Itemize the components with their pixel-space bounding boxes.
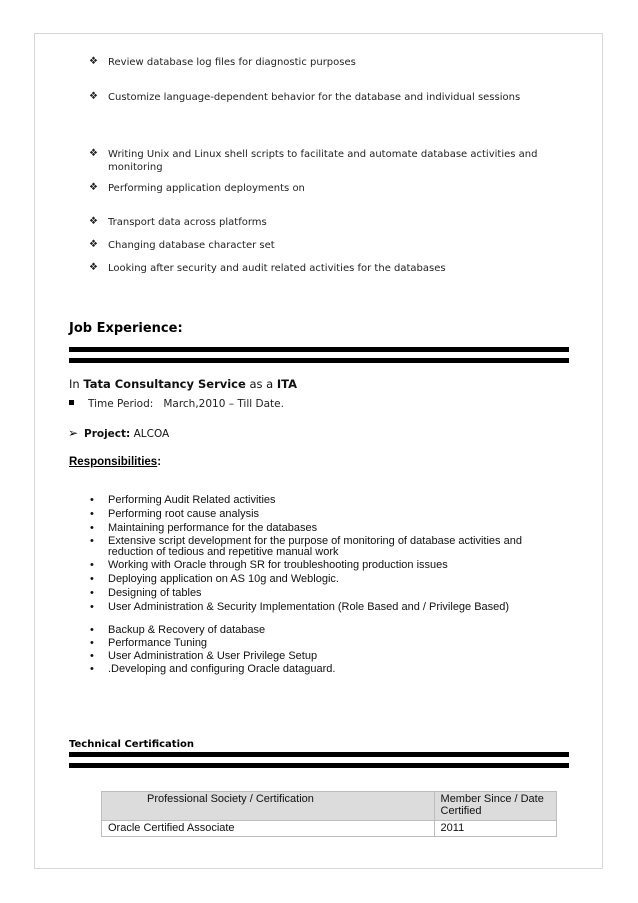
table-header-row [102,792,557,821]
certification-table [101,791,557,837]
time-period-value: March,2010 – Till Date. [163,398,284,410]
arrow-bullet-icon: ➢ [68,426,79,440]
table-cell: Oracle Certified Associate [102,821,435,837]
diamond-bullet-icon: ❖ [89,262,98,273]
top-list-item: Writing Unix and Linux shell scripts to facilitate and automate database activities and monitoring [108,149,538,173]
responsibilities-list-1 [70,494,565,615]
responsibilities-label-text: Responsibilities [69,456,158,468]
top-list-item: Looking after security and audit related activities for the databases [108,263,446,274]
list-item: • Maintaining performance for the databases [70,522,565,535]
list-item: • Performance Tuning [70,637,565,650]
diamond-bullet-icon: ❖ [89,56,98,67]
top-list-item: Changing database character set [108,240,275,251]
diamond-bullet-icon: ❖ [89,91,98,102]
company-prefix: In [69,377,80,391]
company-name: Tata Consultancy Service [83,377,246,391]
project-value: ALCOA [133,428,170,440]
list-item: • Performing root cause analysis [70,508,565,521]
section-divider-bar [69,347,569,352]
responsibilities-colon: : [157,456,162,468]
top-list-item: Customize language-dependent behavior for the database and individual sessions [108,92,521,103]
diamond-bullet-icon: ❖ [89,216,98,227]
top-list-item: Transport data across platforms [108,217,267,228]
list-item: • Performing Audit Related activities [70,494,565,507]
table-cell: 2011 [434,821,556,837]
table-header-cell: Member Since / Date Certified [434,792,556,821]
table-header-cell: Professional Society / Certification [102,792,435,821]
list-item: • User Administration & User Privilege Setup [70,650,565,663]
time-period-label: Time Period: [88,398,154,410]
top-list-item: Performing application deployments on [108,183,305,194]
list-item: • Designing of tables [70,587,565,600]
project-label: Project: [84,428,131,440]
section-divider-bar [69,752,569,757]
diamond-bullet-icon: ❖ [89,239,98,250]
section-divider-bar [69,358,569,363]
list-item: • .Developing and configuring Oracle dataguard. [70,663,565,676]
company-line [69,377,297,391]
technical-certification-heading: Technical Certification [69,739,194,750]
square-bullet-icon [69,400,74,405]
project-line [84,428,169,440]
list-item: • Working with Oracle through SR for troubleshooting production issues [70,559,565,572]
list-item: • Backup & Recovery of database [70,624,565,637]
top-list-item: Review database log files for diagnostic purposes [108,57,356,68]
time-period-line [88,398,284,410]
responsibilities-label [69,456,161,468]
role-prefix: as a [249,377,274,391]
diamond-bullet-icon: ❖ [89,148,98,159]
responsibilities-list-2 [70,624,565,676]
section-divider-bar [69,763,569,768]
table-row [102,821,557,837]
list-item: • User Administration & Security Implementation (Role Based and / Privilege Based) [70,601,565,614]
role-name: ITA [276,377,298,391]
diamond-bullet-icon: ❖ [89,182,98,193]
list-item: • Extensive script development for the purpose of monitoring of database activities and reduction of tedious and repetitive manual work [70,536,565,558]
list-item: • Deploying application on AS 10g and Weblogic. [70,573,565,586]
job-experience-heading: Job Experience: [69,321,183,336]
